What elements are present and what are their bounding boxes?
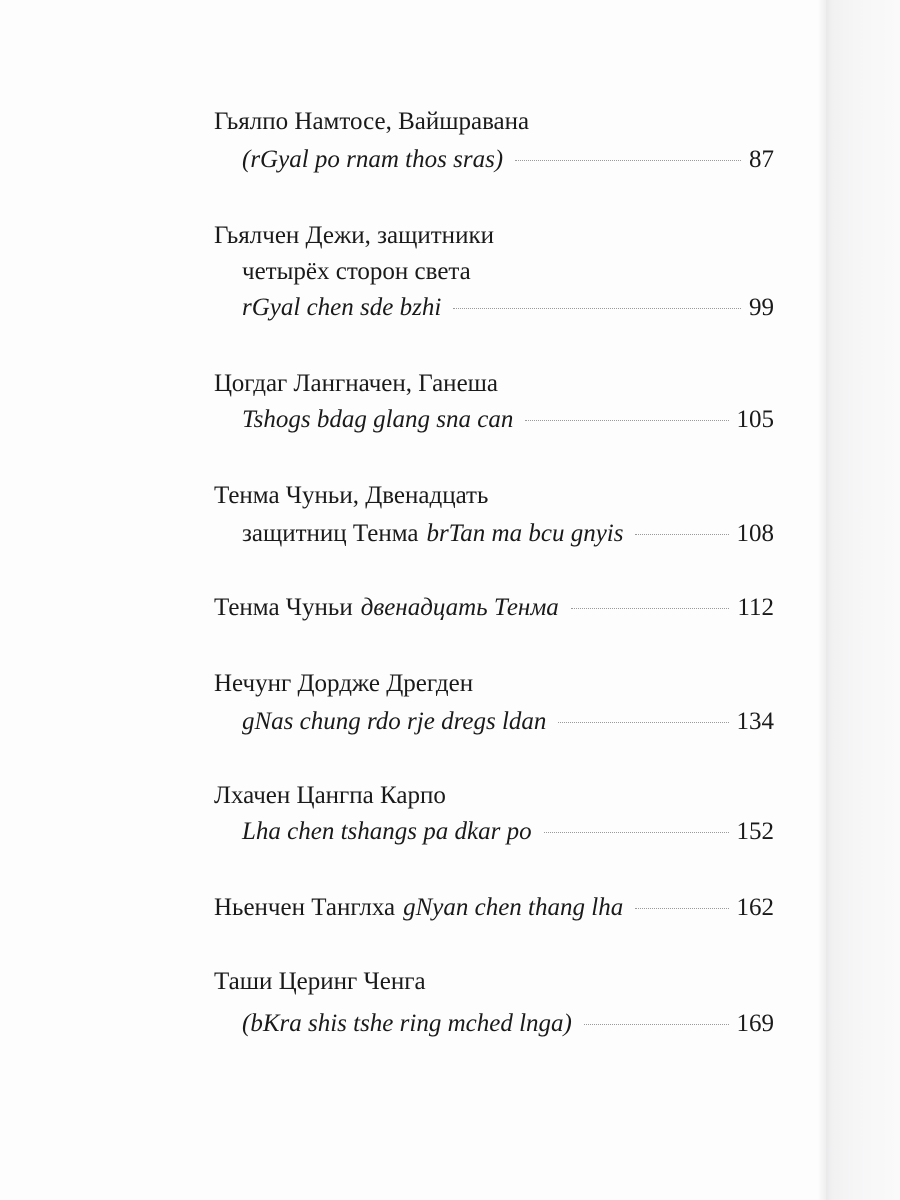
toc-page-number: 162: [736, 894, 774, 921]
toc-entry-translit: Lha chen tshangs pa dkar po: [242, 818, 532, 845]
dot-leader: [515, 159, 741, 161]
toc-entry-translit: rGyal chen sde bzhi: [242, 294, 442, 321]
toc-page-number: 87: [749, 146, 774, 173]
toc-entry-title: Ньенчен Танглха: [214, 894, 396, 921]
toc-entry-translit: gNas chung rdo rje dregs ldan: [242, 708, 547, 735]
toc-entry-line: [242, 140, 774, 180]
toc-entry-line: [214, 588, 774, 628]
toc-page-number: 105: [736, 406, 774, 433]
toc-entry-line: [242, 812, 774, 852]
toc-page-number: 152: [736, 818, 774, 845]
toc-entry-title: Таши Церинг Ченга: [214, 968, 426, 995]
toc-entry-title: Гьялпо Намтосе, Вайшравана: [214, 108, 530, 135]
toc-entry-title: Тенма Чуньи, Двенадцать: [214, 482, 489, 509]
page-edge: [826, 0, 900, 1200]
dot-leader: [558, 721, 728, 723]
toc-entry-line: [242, 400, 774, 440]
toc-entry-translit: (rGyal po rnam thos sras): [242, 146, 504, 173]
toc-entry-title: Гьялчен Дежи, защитники: [214, 222, 494, 249]
toc-page-number: 99: [749, 294, 774, 321]
dot-leader: [584, 1023, 729, 1025]
toc-page-number: 134: [736, 708, 774, 735]
toc-entry-line: [242, 514, 774, 554]
toc-entry-line: [242, 288, 774, 328]
toc-entry-translit: brTan ma bcu gnyis: [426, 520, 624, 547]
toc-entry-line: [242, 702, 774, 742]
toc-entry-line: [242, 1004, 774, 1044]
toc-page-number: 108: [736, 520, 774, 547]
dot-leader: [635, 533, 728, 535]
toc-entry-title: Лхачен Цангпа Карпо: [214, 782, 446, 809]
toc-entry-translit: (bKra shis tshe ring mched lnga): [242, 1010, 572, 1037]
dot-leader: [635, 907, 728, 909]
toc-entry-translit: двенадцать Тенма: [360, 594, 559, 621]
dot-leader: [571, 607, 730, 609]
page-gutter-shadow: [818, 0, 826, 1200]
toc-page-number: 112: [737, 594, 774, 621]
dot-leader: [453, 307, 741, 309]
toc-entry-translit: gNyan chen thang lha: [403, 894, 624, 921]
toc-entry-title-cont: четырёх сторон света: [242, 258, 471, 285]
toc-entry-title: Тенма Чуньи: [214, 594, 353, 621]
toc-entry-title: Цогдаг Лангначен, Ганеша: [214, 370, 499, 397]
toc-entry-title-cont: защитниц Тенма: [242, 520, 419, 547]
toc-entry-line: [214, 888, 774, 928]
dot-leader: [544, 831, 729, 833]
toc-page-number: 169: [736, 1010, 774, 1037]
dot-leader: [525, 419, 728, 421]
toc-entry-translit: Tshogs bdag glang sna can: [242, 406, 514, 433]
toc-entry-title: Нечунг Дордже Дрегден: [214, 670, 474, 697]
